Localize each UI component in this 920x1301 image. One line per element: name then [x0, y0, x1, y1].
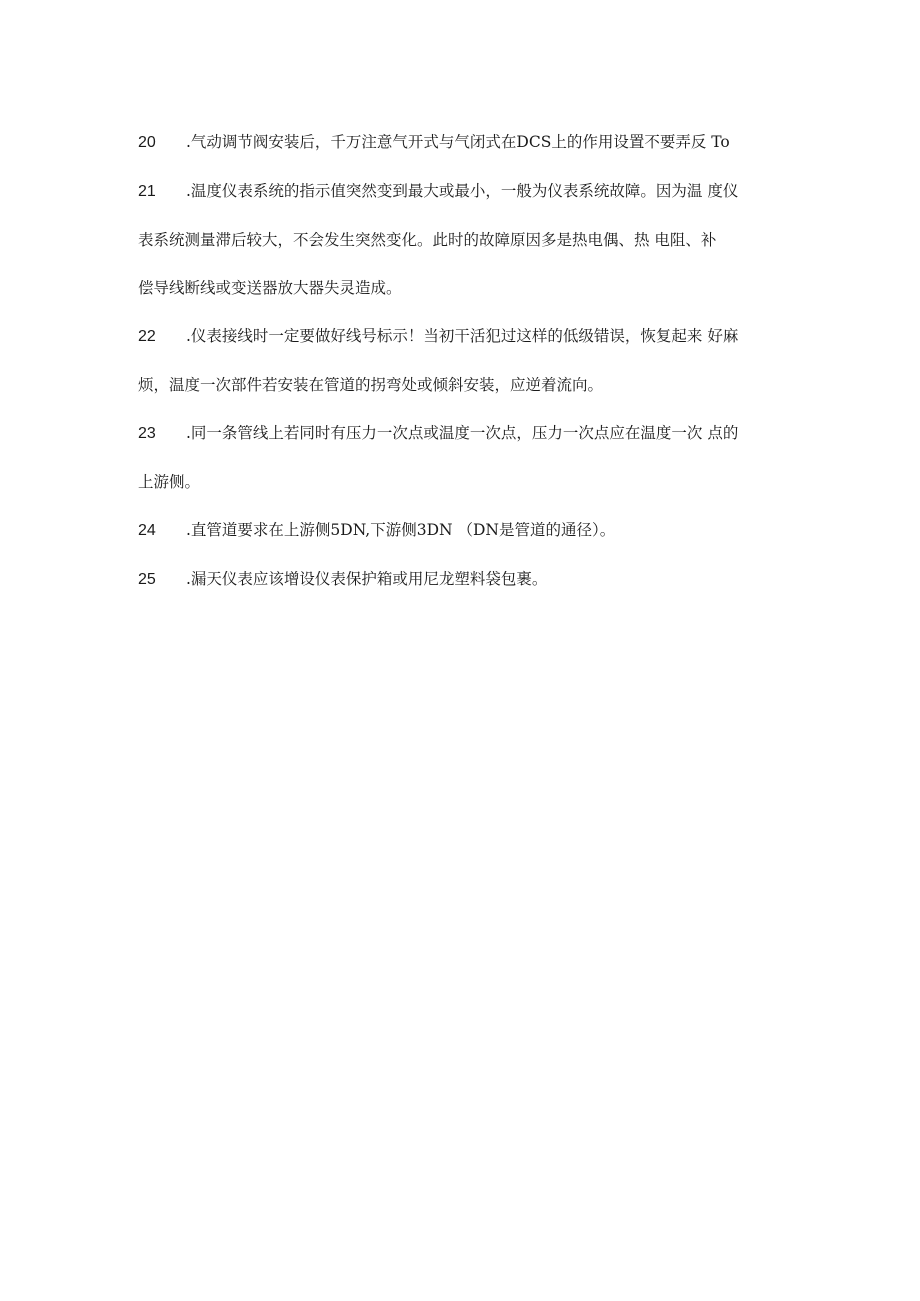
item-line: 表系统测量滞后较大，不会发生突然变化。此时的故障原因多是热电偶、热 电阻、补 [138, 231, 717, 249]
list-item-21-continuation [138, 216, 788, 264]
document-body [138, 118, 788, 604]
item-line: .同一条管线上若同时有压力一次点或温度一次点，压力一次点应在温度一次 点的 [186, 424, 739, 442]
item-number: 22 [138, 328, 156, 345]
list-item-25 [138, 555, 788, 604]
list-item-23-continuation [138, 458, 788, 506]
item-line: .漏天仪表应该增设仪表保护箱或用尼龙塑料袋包裹。 [186, 570, 548, 588]
list-item-24 [138, 506, 788, 555]
item-line: 烦，温度一次部件若安装在管道的拐弯处或倾斜安装，应逆着流向。 [138, 376, 604, 394]
item-number: 23 [138, 425, 156, 442]
item-line: .温度仪表系统的指示值突然变到最大或最小，一般为仪表系统故障。因为温 度仪 [186, 182, 739, 200]
list-item-21-continuation [138, 264, 788, 312]
item-number: 21 [138, 183, 156, 200]
list-item-22-continuation [138, 361, 788, 409]
item-number: 20 [138, 134, 156, 151]
item-line: .气动调节阀安装后，千万注意气开式与气闭式在DCS上的作用设置不要弄反 To [186, 133, 730, 151]
item-line: .仪表接线时一定要做好线号标示！当初干活犯过这样的低级错误，恢复起来 好麻 [186, 327, 739, 345]
list-item-21 [138, 167, 788, 216]
list-item-23 [138, 409, 788, 458]
item-line: 偿导线断线或变送器放大器失灵造成。 [138, 279, 402, 297]
item-line: .直管道要求在上游侧5DN,下游侧3DN （DN是管道的通径）。 [186, 521, 616, 539]
item-number: 25 [138, 571, 156, 588]
item-line: 上游侧。 [138, 473, 201, 491]
list-item-20 [138, 118, 788, 167]
list-item-22 [138, 312, 788, 361]
item-number: 24 [138, 522, 156, 539]
